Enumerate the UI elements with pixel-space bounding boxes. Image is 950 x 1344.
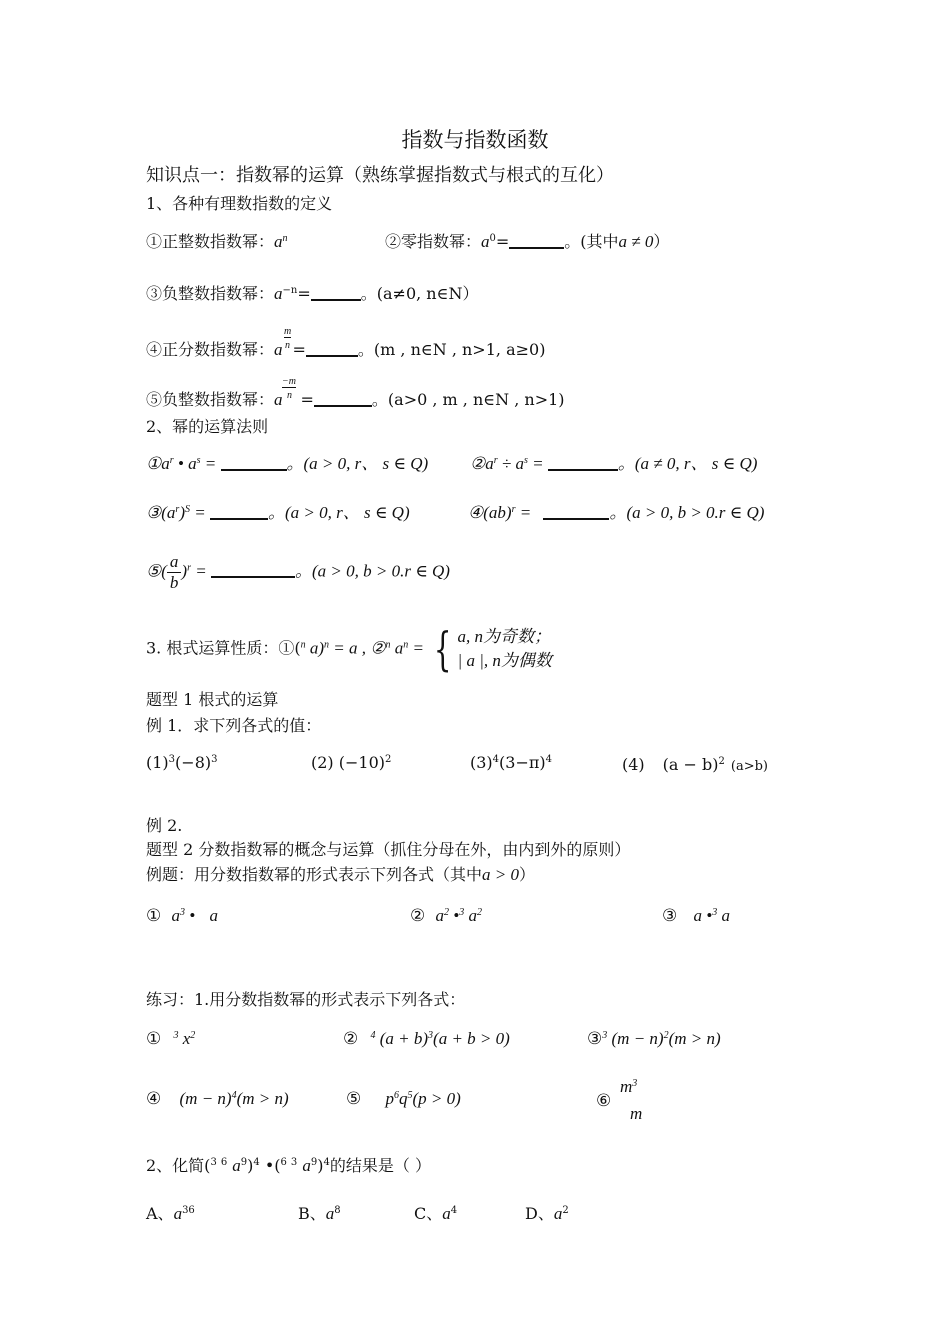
fraction-exponent-example: 例题：用分数指数幂的形式表示下列各式（其中a > 0）	[146, 865, 536, 884]
practice-item-2: ② $^4$ $(a + b)^3(a + b > 0)$	[343, 1029, 510, 1048]
definition-4: ④正分数指数幂：a m n = 。(m , n∈N , n>1, a≥0)	[146, 326, 546, 359]
rule-2: $②a^r \div a^s$ = 。(a ≠ 0, r、 s ∈ Q)	[470, 454, 758, 473]
definition-3: ③负整数指数幂：$a^{-n}=$ 。(a≠0, n∈N）	[146, 284, 479, 303]
practice-label: 练习：1.用分数指数幂的形式表示下列各式：	[146, 990, 466, 1009]
example-2-label: 例 2.	[146, 816, 183, 835]
exercise-item-3: ③ a •$^3$ a	[662, 906, 730, 925]
radical-properties: 3. 根式运算性质：①($^n$ a)$^n$ = a , ②$^n$ $a^n$ = { a, n为奇数； | a |, n为偶数	[146, 622, 552, 676]
section-1-heading: 1、各种有理数指数的定义	[146, 194, 333, 213]
practice-item-4: ④ $(m - n)^4(m > n)$	[146, 1089, 289, 1108]
exercise-item-2: ② $a^2$ •$^3$ $a^2$	[410, 906, 482, 925]
choice-c[interactable]: C、$a^4$	[414, 1204, 458, 1223]
practice-item-3: ③$^3$ $(m - n)^2(m > n)$	[587, 1029, 721, 1048]
exercise-item-1: ① $a^3$ • a	[146, 906, 218, 925]
practice-item-6-denominator: m	[630, 1104, 643, 1123]
choice-b[interactable]: B、$a^8$	[298, 1204, 341, 1223]
rule-1: $①a^r$ • $a^s$ = 。(a > 0, r、 s ∈ Q)	[146, 454, 429, 473]
definition-2: ②零指数幂：$a^0=$ 。(其中a ≠ 0）	[385, 232, 670, 251]
practice-item-5: ⑤ $p^6q^5(p > 0)$	[346, 1089, 461, 1108]
practice-item-1: ① $^3$ $x^2$	[146, 1029, 196, 1048]
rule-4: ④(ab)$^r$ = 。(a > 0, b > 0.r ∈ Q)	[468, 503, 765, 522]
page-title: 指数与指数函数	[401, 128, 549, 152]
definition-1: ①正整数指数幂：$a^n$	[146, 232, 288, 251]
example-1-label: 例 1．求下列各式的值：	[146, 716, 322, 735]
example-1-item-2: (2) $(-10)^2$	[311, 753, 392, 772]
simplify-question: 2、化简($^3$ $^6$ $a^9)^4$ •($^6$ $^3$ $a^9)^4$的结果是（ ）	[146, 1156, 431, 1175]
definition-5: ⑤负整数指数幂：a −m n = 。(a>0 , m , n∈N , n>1)	[146, 376, 565, 409]
example-1-item-4: (4) $(a - b)^2$ (a>b)	[622, 755, 768, 774]
rule-3: $③(a^r)^S$ = 。(a > 0, r、 s ∈ Q)	[146, 503, 410, 522]
choice-d[interactable]: D、$a^2$	[525, 1204, 569, 1223]
type-1-heading: 题型 1 根式的运算	[146, 690, 279, 709]
knowledge-point-heading: 知识点一：指数幂的运算（熟练掌握指数式与根式的互化）	[146, 165, 614, 186]
practice-item-6: ⑥	[596, 1091, 612, 1110]
example-1-item-1: $(1)^3(-8)^3$	[146, 753, 218, 772]
rule-5: ⑤( $\frac{a}{b}$ )$^r$ = 。(a > 0, b > 0.r ∈ Q)	[146, 552, 450, 592]
section-2-heading: 2、幂的运算法则	[146, 417, 269, 436]
choice-a[interactable]: A、$a^{36}$	[146, 1204, 195, 1223]
type-2-heading: 题型 2 分数指数幂的概念与运算（抓住分母在外，由内到外的原则）	[146, 840, 631, 859]
example-1-item-3: $(3)^4(3-\pi)^4$	[470, 753, 553, 772]
practice-item-6-numerator: $m^3$	[620, 1077, 638, 1096]
